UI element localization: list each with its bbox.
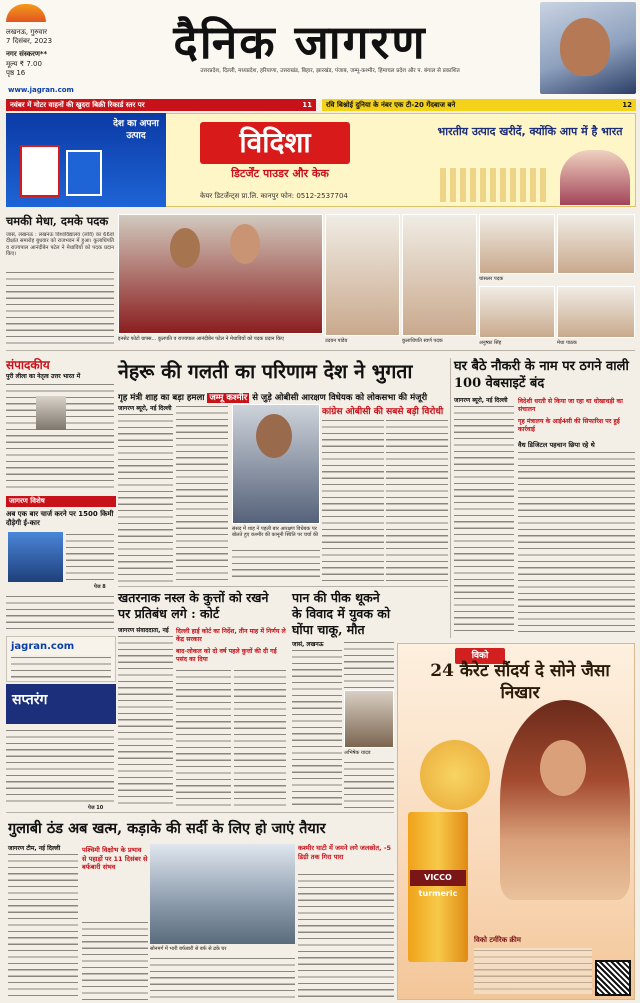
index-right-page: 12: [622, 101, 632, 109]
jobs-dateline: जागरण ब्यूरो, नई दिल्ली: [454, 397, 508, 404]
dogs-dateline: जागरण संवाददाता, नई: [118, 627, 169, 634]
bride-face: [540, 740, 586, 796]
lead-col-5: [386, 418, 448, 582]
snow-photo: [150, 844, 295, 944]
jobs-bullet-1: विदेशी धरती से किया जा रहा था धोखाधड़ी का संचालन: [518, 398, 623, 413]
cold-headline: गुलाबी ठंड अब खत्म, कड़ाके की सर्दी के लिए हो जाएं तैयार: [8, 820, 326, 837]
governor-figure: [170, 228, 200, 268]
cold-box: पश्चिमी विक्षोभ के प्रभाव से पहाड़ों पर 11 दिसंबर से बर्फबारी संभव: [82, 846, 148, 871]
vicco-headline: 24 कैरेट सौंदर्य दे सोने जैसा निखार: [430, 661, 610, 703]
index-right-text: रवि बिश्नोई दुनिया के नंबर एक टी-20 गेंदबाज बने: [326, 101, 456, 109]
student-figure: [230, 224, 260, 264]
dogs-col-2: [176, 668, 231, 808]
vicco-logo: विको: [455, 648, 505, 664]
newspaper-title: दैनिक जागरण: [173, 15, 427, 69]
jobs-headline: घर बैठे नौकरी के नाम पर ठगने वाली 100 वेबसाइटें बंद: [454, 359, 629, 391]
graduate-photo-6: [557, 286, 635, 338]
jobs-col-2: [518, 450, 635, 632]
left-sidebar: [6, 356, 116, 636]
cricketer-face: [560, 18, 610, 76]
graduate-photo-3: [479, 214, 555, 274]
shah-caption: संसद में शाह ने पहली बार आरक्षण विधेयक पर बोलते हुए कश्मीर की कानूनी स्थिति पर चर्चा की: [232, 526, 319, 538]
graduate-photo-4: [557, 214, 635, 274]
shah-face: [256, 414, 292, 458]
lead-subhead: गृह मंत्री शाह का बड़ा हमला: [118, 393, 205, 403]
graduate-caption-5: मेधा पाठक: [557, 340, 577, 346]
graduate-caption-1: उदयन पांडेय: [325, 338, 348, 344]
paan-headline: पान की पीक थूकने के विवाद में युवक को घोंपा चाकू, मौत: [292, 590, 391, 637]
qr-code-icon[interactable]: [595, 960, 631, 996]
monuments-graphic: [440, 168, 550, 202]
vishesh-body-lines: [66, 532, 114, 582]
sun-logo-icon: [6, 4, 46, 22]
cold-dateline: जागरण टीम, नई दिल्ली: [8, 845, 61, 852]
editorial-portrait: [36, 396, 66, 430]
sidebar-brief-lines: [6, 594, 114, 634]
vicco-fine-print: [474, 948, 592, 994]
vidisha-brand: विदिशा: [200, 122, 350, 164]
dogs-bullet-1: दिल्ली हाई कोर्ट का निर्देश, तीन माह में निर्णय ले केंद्र सरकार: [176, 628, 286, 643]
vicco-footer: विको टर्मरिक क्रीम: [474, 936, 521, 944]
opposition-headline: कांग्रेस ओबीसी की सबसे बड़ी विरोधी: [322, 407, 444, 417]
dogs-headline: खतरनाक नस्ल के कुत्तों को रखने पर प्रतिबंध लगे : कोर्ट: [118, 590, 269, 621]
detergent-cake-icon: [66, 150, 102, 196]
section-divider-3: [6, 812, 394, 813]
bride-photo: [500, 700, 630, 900]
graduate-photo-1: [325, 214, 400, 336]
jobs-col-1: [454, 404, 514, 632]
lead-col-2: [176, 404, 228, 582]
vertical-divider: [450, 358, 451, 638]
ad-model-photo: [560, 150, 630, 205]
kashmir-col: [298, 872, 394, 1000]
ad-slogan: भारतीय उत्पाद खरीदें, क्योंकि आप में है भारत: [437, 125, 623, 138]
editorial-subhead: पुरी लीला का नेतृत्व उत्तर भारत में: [6, 373, 81, 380]
saptarang-logo: सप्तरंग: [12, 692, 48, 708]
convocation-body: जासं, लखनऊ : लखनऊ विश्वविद्यालय (लवि) का 66वां दीक्षांत समारोह बुधवार को राजभवन में हुआ। कुलाधिपति व राज्यपाल आनंदीबेन पटेल ने मेधावियों को पदक प्रदान किए।: [6, 232, 114, 258]
jobs-bullet-2: गृह मंत्रालय के आई4सी की सिफारिश पर हुई कार्रवाई: [518, 418, 620, 433]
masthead: [0, 0, 640, 100]
jagran-com-box[interactable]: [6, 636, 116, 682]
saptarang-body-lines: [6, 728, 114, 802]
index-strip-right[interactable]: [322, 99, 636, 111]
cold-col-2: [82, 920, 148, 1000]
convocation-headline: चमकी मेधा, दमके पदक: [6, 214, 109, 228]
kashmir-headline: कश्मीर घाटी में जमने लगे जलस्रोत, -5 डिग्री तक गिरा पारा: [298, 844, 392, 861]
index-left-page: 11: [302, 101, 312, 109]
page-count: पृष्ठ 16: [6, 69, 26, 77]
detergent-pack-icon: [20, 145, 60, 197]
section-divider: [6, 350, 635, 351]
edition: नगर संस्करण**: [6, 50, 48, 58]
graduate-photo-5: [479, 286, 555, 338]
index-left-text: नवंबर में मोटर वाहनों की खुदरा बिक्री रिकार्ड स्तर पर: [10, 101, 145, 109]
turmeric-bowl-icon: [420, 740, 490, 810]
website-link[interactable]: www.jagran.com: [8, 86, 74, 94]
cold-col-1: [8, 852, 78, 1000]
lead-dateline: जागरण ब्यूरो, नई दिल्ली: [118, 405, 172, 412]
paan-dateline: जासं, लखनऊ: [292, 641, 324, 648]
jagran-com-logo: jagran.com: [11, 641, 75, 652]
convocation-main-photo: [118, 214, 323, 334]
victim-caption: अभिषेक यादव: [344, 750, 371, 756]
snow-caption: सोनमर्ग में भारी बर्फबारी से बर्फ से ढके घर: [150, 946, 227, 952]
cold-col-3: [150, 956, 295, 1000]
jagran-vishesh-title: जागरण विशेष: [6, 496, 116, 507]
lead-col-1: [118, 412, 173, 582]
page-ref-2[interactable]: पेज 10: [88, 805, 104, 811]
lead-subhead-tail: से जुड़े ओबीसी आरक्षण विधेयक को लोकसभा की मंजूरी: [252, 393, 428, 403]
date: 7 दिसंबर, 2023: [6, 37, 53, 45]
lead-subhead-row: [118, 392, 448, 403]
graduate-caption-2: कुलाधिपति स्वर्ण पदक: [402, 338, 443, 344]
vidisha-company: केयर डिटर्जेन्ट्स प्रा.लि. कानपुर फोन: 0512-2537704: [200, 192, 348, 200]
graduate-caption-3: चांसलर पदक: [479, 276, 504, 282]
page-ref[interactable]: पेज 8: [94, 584, 106, 590]
jagran-com-lines: [11, 655, 111, 679]
saptarang-box[interactable]: [6, 684, 116, 724]
jagran-vishesh-text: अब एक बार चार्ज करने पर 1500 किमी दौड़ेगी ई-कार: [6, 510, 114, 527]
vidisha-product: डिटर्जेंट पाउडर और केक: [231, 167, 329, 180]
graduate-caption-4: अनुष्का सिंह: [479, 340, 502, 346]
price: मूल्य ₹ 7.00: [6, 60, 42, 68]
index-strip-left[interactable]: [6, 99, 316, 111]
paan-col-1: [292, 648, 342, 808]
ad-left-tag: देश का अपना उत्पाद: [113, 119, 159, 141]
graduate-photo-2: [402, 214, 477, 336]
lead-col-3: [232, 548, 320, 582]
lead-highlight: जम्मू कश्मीर: [209, 393, 248, 403]
lead-col-4: [322, 418, 384, 582]
editorial-title: संपादकीय: [6, 358, 50, 372]
editions-list: उत्तरप्रदेश, दिल्ली, मध्यप्रदेश, हरियाणा, उत्तराखंड, बिहार, झारखंड, पंजाब, जम्मू-कश्मीर, हिमाचल प्रदेश और प. बंगाल से प्रकाशित: [200, 68, 460, 74]
paan-col-3: [344, 760, 394, 808]
date-line: लखनऊ, गुरुवार: [6, 28, 47, 36]
convocation-body-lines: [6, 270, 114, 348]
dogs-bullet-2: बाद-लोकल को दो वर्ष पहले कुत्तों की दी गई पसंद का दिया: [176, 648, 277, 663]
jobs-subhead: वैध डिजिटल पहचान छिपा रहे थे: [518, 441, 595, 449]
dogs-col-3: [234, 668, 286, 808]
dogs-col-1: [118, 634, 173, 808]
vicco-product: VICCO turmeric: [410, 870, 466, 886]
convocation-caption: इनसेट फोटो ग्राफ्स... कुलपति व राज्यपाल आनंदीबेन पटेल ने मेधावियों को पदक प्रदान किए: [118, 336, 284, 342]
paan-col-2: [344, 640, 394, 688]
lead-headline: नेहरू की गलती का परिणाम देश ने भुगता: [118, 360, 413, 383]
section-divider-2: [118, 586, 448, 587]
ev-car-photo: [8, 532, 63, 582]
victim-photo: [344, 690, 394, 748]
